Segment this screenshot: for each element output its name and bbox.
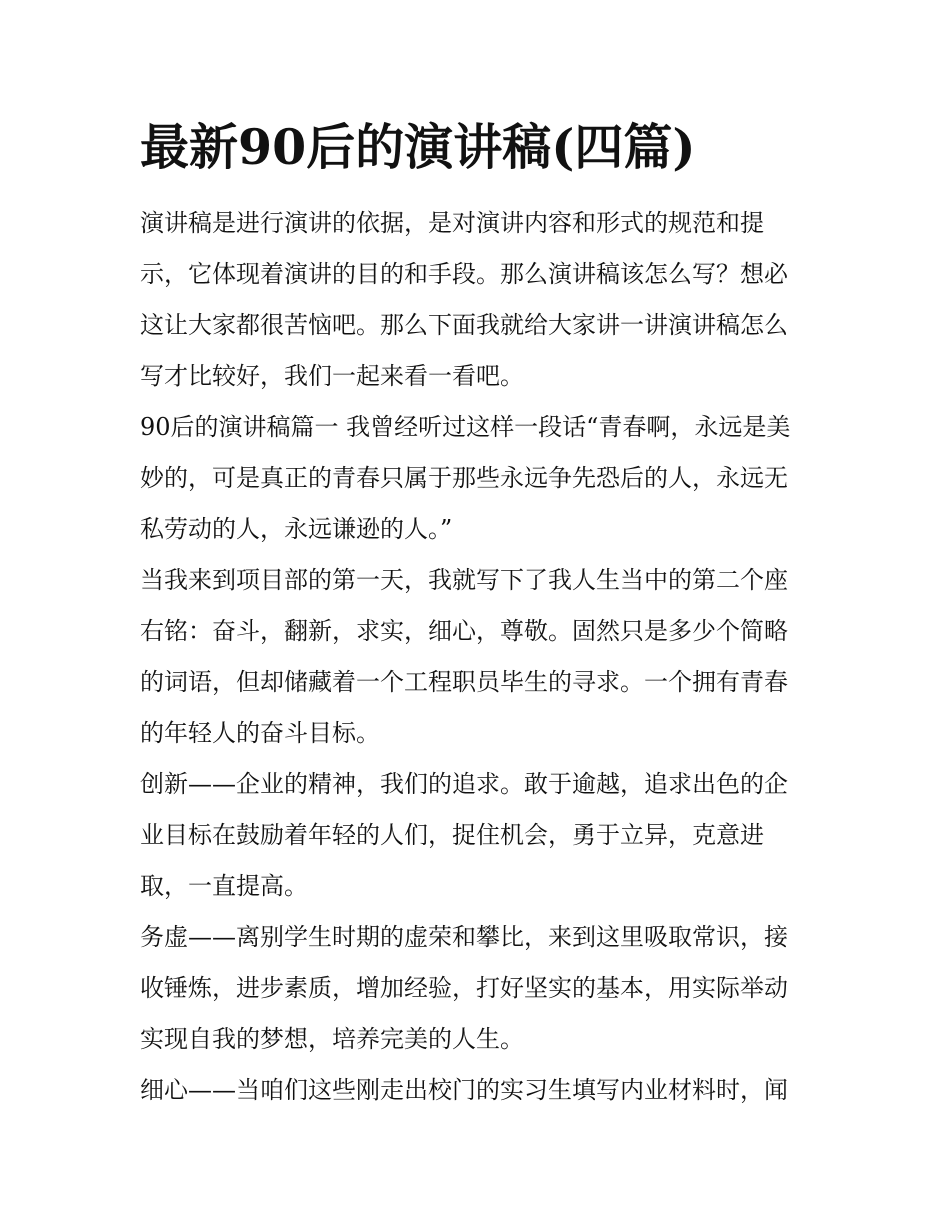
text-line: 的年轻人的奋斗目标。 bbox=[140, 719, 380, 747]
text-line: 演讲稿是进行演讲的依据，是对演讲内容和形式的规范和提 bbox=[140, 209, 764, 237]
text-line: 业目标在鼓励着年轻的人们，捉住机会，勇于立异，克意进 bbox=[140, 821, 764, 849]
text-line: 当我来到项目部的第一天，我就写下了我人生当中的第二个座 bbox=[140, 566, 788, 594]
text-line: 创新——企业的精神，我们的追求。敢于逾越，追求出色的企 bbox=[140, 770, 788, 798]
text-line: 90后的演讲稿篇一 我曾经听过这样一段话“青春啊，永远是美 bbox=[140, 413, 791, 441]
text-line: 妙的，可是真正的青春只属于那些永远争先恐后的人，永远无 bbox=[140, 464, 788, 492]
text-line: 细心——当咱们这些刚走出校门的实习生填写内业材料时，闻 bbox=[140, 1076, 788, 1104]
text-line: 这让大家都很苦恼吧。那么下面我就给大家讲一讲演讲稿怎么 bbox=[140, 311, 788, 339]
page-title: 最新90后的演讲稿(四篇) bbox=[140, 118, 696, 176]
text-line: 右铭：奋斗，翻新，求实，细心，尊敬。固然只是多少个简略 bbox=[140, 617, 788, 645]
text-line: 的词语，但却储藏着一个工程职员毕生的寻求。一个拥有青春 bbox=[140, 668, 788, 696]
text-line: 示，它体现着演讲的目的和手段。那么演讲稿该怎么写？想必 bbox=[140, 260, 788, 288]
text-line: 收锤炼，进步素质，增加经验，打好坚实的基本，用实际举动 bbox=[140, 974, 788, 1002]
text-line: 务虚——离别学生时期的虚荣和攀比，来到这里吸取常识，接 bbox=[140, 923, 788, 951]
text-line: 写才比较好，我们一起来看一看吧。 bbox=[140, 362, 524, 390]
text-line: 私劳动的人，永远谦逊的人。” bbox=[140, 515, 453, 543]
text-line: 实现自我的梦想，培养完美的人生。 bbox=[140, 1025, 524, 1053]
document-body bbox=[140, 198, 812, 1116]
text-line: 取，一直提高。 bbox=[140, 872, 308, 900]
